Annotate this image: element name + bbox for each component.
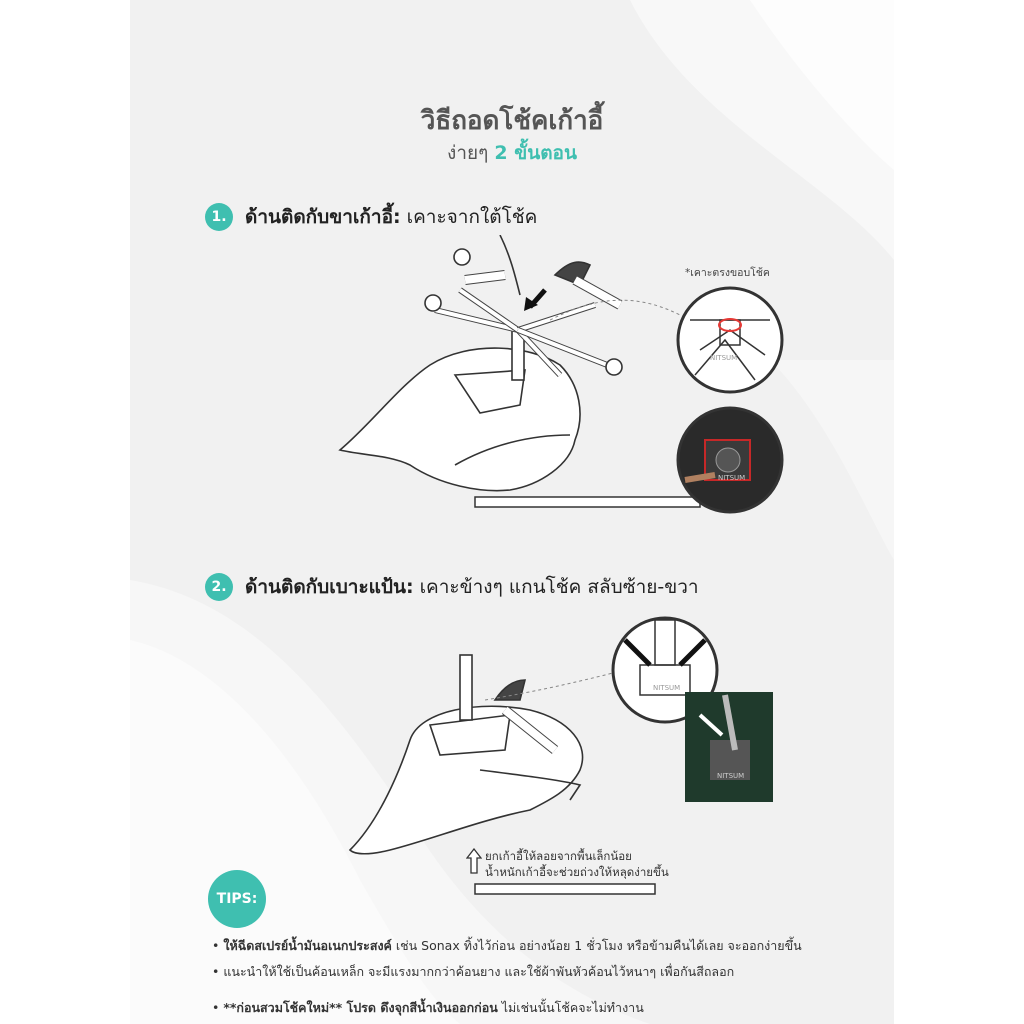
step-1-number: 1. — [205, 203, 233, 231]
tips-badge: TIPS: — [208, 870, 266, 928]
watermark-text: NITSUM — [710, 354, 738, 362]
lift-note — [485, 848, 669, 880]
tip-3-text: ไม่เช่นนั้นโช้คจะไม่ทำงาน — [501, 1000, 644, 1015]
step-2-number: 2. — [205, 573, 233, 601]
tip-3-bold: **ก่อนสวมโช้คใหม่** โปรด ดึงจุกสีน้ำเงินออกก่อน — [223, 1000, 498, 1015]
subtitle-prefix: ง่ายๆ — [447, 142, 489, 164]
step-2-heading — [205, 572, 699, 602]
step-1-note: *เคาะตรงขอบโช้ค — [685, 267, 770, 279]
tip-item-3: • **ก่อนสวมโช้คใหม่** โปรด ดึงจุกสีน้ำเงินออกก่อน ไม่เช่นนั้นโช้คจะไม่ทำงาน — [212, 1000, 644, 1015]
tip-item-1: • ให้ฉีดสเปรย์น้ำมันอเนกประสงค์ เช่น Sonax ทิ้งไว้ก่อน อย่างน้อย 1 ชั่วโมง หรือข้ามคืนได้เลย จะออกง่ายขึ้น — [212, 938, 802, 953]
page-subtitle — [130, 138, 894, 168]
step-2-bold: ด้านติดกับเบาะแป้น: — [245, 576, 414, 598]
lift-note-line-2: น้ำหนักเก้าอี้จะช่วยถ่วงให้หลุดง่ายขึ้น — [485, 865, 669, 879]
step-1-bold: ด้านติดกับขาเก้าอี้: — [245, 206, 401, 228]
lift-note-line-1: ยกเก้าอี้ให้ลอยจากพื้นเล็กน้อย — [485, 849, 632, 863]
watermark-text-3: NITSUM — [653, 684, 681, 692]
step-1-heading — [205, 202, 537, 232]
step-2-detail-photos — [485, 610, 785, 810]
step-1-text: เคาะจากใต้โช้ค — [406, 206, 538, 228]
tip-1-text: เช่น Sonax ทิ้งไว้ก่อน อย่างน้อย 1 ชั่วโมง หรือข้ามคืนได้เลย จะออกง่ายขึ้น — [395, 938, 802, 953]
subtitle-highlight: 2 ขั้นตอน — [494, 142, 577, 164]
watermark-text-2: NITSUM — [718, 474, 746, 482]
content-panel — [130, 0, 894, 1024]
tip-1-bold: ให้ฉีดสเปรย์น้ำมันอเนกประสงค์ — [223, 938, 392, 953]
step-1-detail-photos — [550, 280, 790, 520]
arrow-up-icon — [466, 848, 482, 874]
tip-2-text: แนะนำให้ใช้เป็นค้อนเหล็ก จะมีแรงมากกว่าค้อนยาง และใช้ผ้าพันหัวค้อนไว้หนาๆ เพื่อกันสีถลอก — [223, 964, 735, 979]
step-2-text: เคาะข้างๆ แกนโช้ค สลับซ้าย-ขวา — [419, 576, 699, 598]
tip-item-2: • แนะนำให้ใช้เป็นค้อนเหล็ก จะมีแรงมากกว่าค้อนยาง และใช้ผ้าพันหัวค้อนไว้หนาๆ เพื่อกันสีถลอก — [212, 964, 735, 979]
watermark-text-4: NITSUM — [717, 772, 745, 780]
page-title: วิธีถอดโช้คเก้าอี้ — [420, 106, 604, 136]
